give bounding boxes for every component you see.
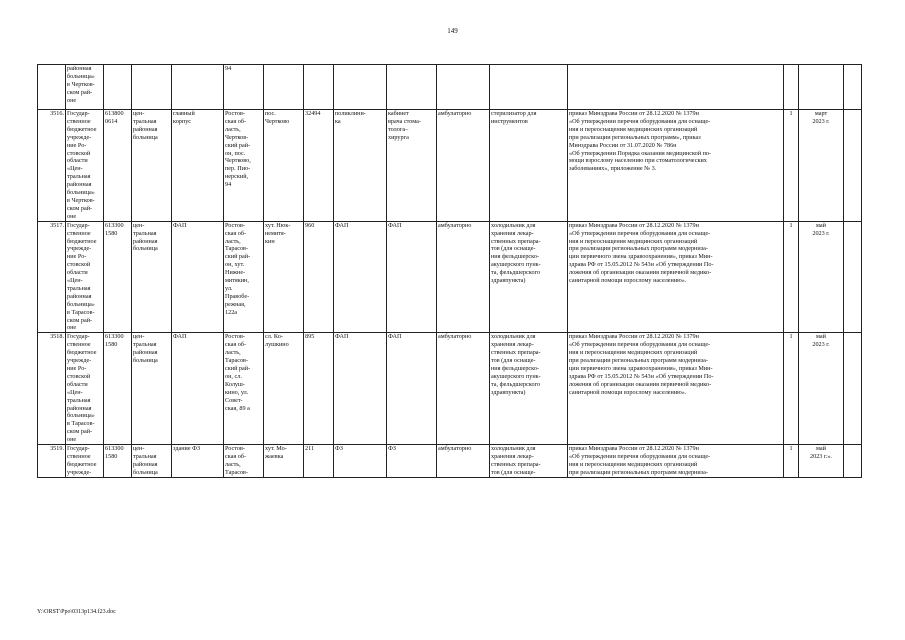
- cell-delivery-date: март 2023 г.: [799, 110, 844, 222]
- cell-department: поликлини- ка: [334, 110, 387, 222]
- cell-building-name: ФАП: [172, 221, 224, 333]
- cell-legal-basis: приказ Минздрава России от 28.12.2020 № 1379н «Об утверждении перечня оборудования для оснаще- ния и переоснащения медицинских организаций при реализации региональных программ», приказ Минздрава России от 31.07.2020 № 786н «Об утверждении Порядка оказания медицинской по- мощи взрослому населению при стоматологических заболеваниях», приложение № 3.: [568, 110, 784, 222]
- cell-room: кабинет врача стома- толога– хирурга: [387, 110, 437, 222]
- cell-department: [334, 65, 387, 110]
- cell-delivery-date: [799, 65, 844, 110]
- cell-row-number: 3517.: [38, 221, 66, 333]
- cell-org-type: [132, 65, 172, 110]
- cell-locality: хут. Нюк- немитя- кин: [264, 221, 304, 333]
- cell-care-conditions: [437, 65, 490, 110]
- equipment-table: [37, 64, 862, 478]
- cell-care-conditions: амбулаторно: [437, 221, 490, 333]
- cell-room: [387, 65, 437, 110]
- cell-address: Ростов- ская об- ласть, Тарасов- ский рай- он, хут. Нижне- митякин, ул. Правобе- режная, 122а: [224, 221, 264, 333]
- cell-legal-basis: приказ Минздрава России от 28.12.2020 № 1379н «Об утверждении перечня оборудования для оснаще- ния и переоснащения медицинских организаций при реализации региональных программ модерниза- ции первичного звена здравоохранения», приказ Мин- здрава РФ от 15.05.2012 № 543н «Об утверждении По- ложения об организации оказания первичной медико- санитарной помощи взрослому населению».: [568, 221, 784, 333]
- cell-oktmo-code: 32494: [304, 110, 334, 222]
- cell-oktmo-code: 211: [304, 445, 334, 478]
- cell-equipment-name: холодильник для хранения лекар- ственных препара- тов (для оснаще-: [490, 445, 568, 478]
- cell-legal-basis: [568, 65, 784, 110]
- cell-oktmo-code: 895: [304, 333, 334, 445]
- cell-org-type: цен- тральная районная больница: [132, 333, 172, 445]
- cell-row-number: 3519.: [38, 445, 66, 478]
- cell-notes: [844, 445, 862, 478]
- cell-org-code: 613300 1580: [104, 221, 132, 333]
- cell-building-name: ФАП: [172, 333, 224, 445]
- table-row: [38, 333, 862, 445]
- cell-org-code: 613300 1580: [104, 333, 132, 445]
- cell-locality: [264, 65, 304, 110]
- cell-notes: [844, 221, 862, 333]
- cell-row-number: 3518.: [38, 333, 66, 445]
- table-row: [38, 445, 862, 478]
- cell-org-code: 613300 1580: [104, 445, 132, 478]
- cell-equipment-name: холодильник для хранения лекар- ственных препара- тов (для оснаще- ния фельдшерско- акушерского пунк- та, фельдшерского здравпункта): [490, 221, 568, 333]
- cell-room: ФАП: [387, 333, 437, 445]
- cell-delivery-date: май 2023 г.: [799, 221, 844, 333]
- table-row: [38, 65, 862, 110]
- cell-department: ФЗ: [334, 445, 387, 478]
- cell-quantity: 1: [784, 445, 799, 478]
- cell-org-type: цен- тральная районная больница: [132, 445, 172, 478]
- cell-org-type: цен- тральная районная больница: [132, 110, 172, 222]
- cell-locality: пос. Чертково: [264, 110, 304, 222]
- cell-address: 94: [224, 65, 264, 110]
- cell-department: ФАП: [334, 221, 387, 333]
- file-path-footer: Y:\ORST\Ppo\0313p134.f23.doc: [37, 609, 116, 615]
- cell-organization-name: Государ- ственное бюджетное учрежде- ние Ро- стовской области «Цен- тральная районная больница» в Тарасов- ском рай- оне: [66, 333, 104, 445]
- cell-department: ФАП: [334, 333, 387, 445]
- cell-address: Ростов- ская об- ласть, Чертков- ский рай- он, пос. Чертково, пер. Пио- нерский, 94: [224, 110, 264, 222]
- cell-quantity: [784, 65, 799, 110]
- page-number: 149: [447, 27, 458, 35]
- cell-equipment-name: холодильник для хранения лекар- ственных препара- тов (для оснаще- ния фельдшерско- акушерского пунк- та, фельдшерского здравпункта): [490, 333, 568, 445]
- cell-building-name: [172, 65, 224, 110]
- cell-locality: хут. Мо- жаевка: [264, 445, 304, 478]
- cell-legal-basis: приказ Минздрава России от 28.12.2020 № 1379н «Об утверждении перечня оборудования для оснаще- ния и переоснащения медицинских организаций при реализации региональных программ модерниза- ции первичного звена здравоохранения», приказ Мин- здрава РФ от 15.05.2012 № 543н «Об утверждении По- ложения об организации оказания первичной медико- санитарной помощи взрослому населению».: [568, 333, 784, 445]
- cell-notes: [844, 65, 862, 110]
- cell-notes: [844, 333, 862, 445]
- cell-building-name: здание ФЗ: [172, 445, 224, 478]
- cell-care-conditions: амбулаторно: [437, 445, 490, 478]
- cell-equipment-name: стерилизатор для инструментов: [490, 110, 568, 222]
- cell-address: Ростов- ская об- ласть, Тарасов-: [224, 445, 264, 478]
- cell-building-name: главный корпус: [172, 110, 224, 222]
- cell-org-code: 613800 0614: [104, 110, 132, 222]
- cell-equipment-name: [490, 65, 568, 110]
- cell-locality: сл. Ко- лушкино: [264, 333, 304, 445]
- cell-room: ФЗ: [387, 445, 437, 478]
- cell-care-conditions: амбулаторно: [437, 333, 490, 445]
- cell-organization-name: Государ- ственное бюджетное учрежде- ние Ро- стовской области «Цен- тральная районная больница» в Тарасов- ском рай- оне: [66, 221, 104, 333]
- cell-legal-basis: приказ Минздрава России от 28.12.2020 № 1379н «Об утверждении перечня оборудования для оснаще- ния и переоснащения медицинских организаций при реализации региональных программ модерниза-: [568, 445, 784, 478]
- cell-organization-name: Государ- ственное бюджетное учрежде- ние Ро- стовской области «Цен- тральная районная больница» в Чертков- ском рай- оне: [66, 110, 104, 222]
- cell-quantity: 1: [784, 221, 799, 333]
- cell-delivery-date: май 2023 г.».: [799, 445, 844, 478]
- cell-address: Ростов- ская об- ласть, Тарасов- ский рай- он, сл. Колуш- кино, ул. Совет- ская, 89 а: [224, 333, 264, 445]
- cell-delivery-date: май 2023 г.: [799, 333, 844, 445]
- cell-notes: [844, 110, 862, 222]
- cell-row-number: 3516.: [38, 110, 66, 222]
- cell-organization-name: районная больница» в Чертков- ском рай- оне: [66, 65, 104, 110]
- cell-room: ФАП: [387, 221, 437, 333]
- cell-org-type: цен- тральная районная больница: [132, 221, 172, 333]
- cell-oktmo-code: [304, 65, 334, 110]
- table-row: [38, 221, 862, 333]
- cell-org-code: [104, 65, 132, 110]
- cell-quantity: 1: [784, 333, 799, 445]
- cell-oktmo-code: 960: [304, 221, 334, 333]
- table-row: [38, 110, 862, 222]
- cell-care-conditions: амбулаторно: [437, 110, 490, 222]
- cell-quantity: 1: [784, 110, 799, 222]
- cell-organization-name: Государ- ственное бюджетное учрежде-: [66, 445, 104, 478]
- cell-row-number: [38, 65, 66, 110]
